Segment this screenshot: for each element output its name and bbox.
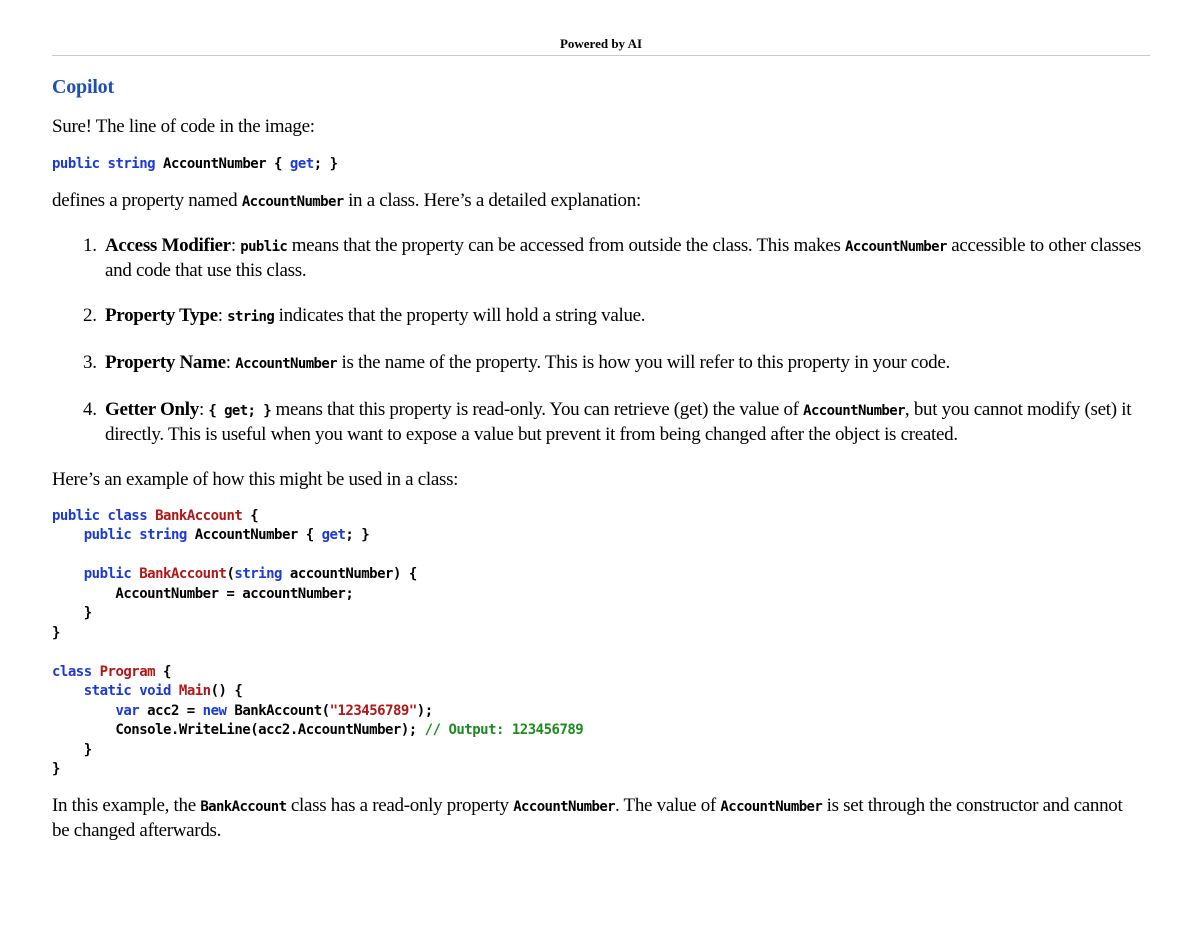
outro-text [52, 794, 1142, 842]
powered-by-header: Powered by AI [52, 36, 1150, 56]
list-number: 4. [83, 398, 97, 420]
example-intro: Here’s an example of how this might be used in a class: [52, 468, 459, 490]
code-token: accountNumber) { [281, 566, 417, 582]
code-token: public [52, 507, 100, 524]
text-span: In this example, the [52, 794, 196, 816]
code-token: BankAccount [234, 702, 322, 719]
text-span: is the name of the property. This is how you will refer to this property in your code. [341, 351, 950, 373]
text-span: , but you cannot modify (set) it directly. This is useful when you want to expose a value but prevent it from being changed after the object is created. [105, 398, 1132, 445]
text-span: accessible to other classes and code that use this class. [105, 234, 1141, 281]
intro-text: Sure! The line of code in the image: [52, 116, 315, 137]
code-token: static [83, 683, 132, 699]
list-number: 1. [83, 234, 97, 256]
code-token: get [289, 156, 314, 172]
definition-text [52, 189, 1142, 214]
code-line [52, 155, 1142, 175]
code-token: public [83, 566, 132, 582]
inline-code: AccountNumber [241, 193, 344, 210]
list-item: 2. Property Type: string indicates that the property will hold a string value. [83, 304, 646, 326]
code-token: AccountNumber = accountNumber; [52, 585, 354, 602]
code-token: string [139, 527, 187, 543]
inline-code: AccountNumber [803, 402, 905, 419]
code-token: acc2 = [139, 702, 203, 719]
code-token: Program [99, 663, 156, 680]
code-comment: // Output: 123456789 [424, 722, 584, 738]
code-token: Console.WriteLine(acc2.AccountNumber); [52, 722, 425, 738]
code-token: string [234, 566, 282, 582]
inline-code: BankAccount [200, 798, 287, 815]
code-token: Main [178, 683, 211, 699]
text-span: means that this property is read-only. You can retrieve (get) the value of [275, 398, 799, 420]
code-token: () { [210, 683, 243, 699]
inline-code: public [240, 238, 288, 255]
code-token: } [52, 761, 60, 777]
code-token: { [155, 663, 171, 680]
code-token: { [274, 156, 282, 172]
list-label: Property Name [105, 351, 226, 373]
code-token: } [52, 624, 60, 641]
text-span: indicates that the property will hold a string value. [278, 304, 646, 326]
inline-code: { get; } [208, 402, 272, 419]
inline-code: AccountNumber [235, 355, 338, 372]
text-span: defines a property named [52, 189, 238, 211]
code-token: BankAccount [155, 507, 243, 524]
list-label: Getter Only [105, 398, 199, 420]
code-token: get [321, 527, 346, 543]
code-token: string [107, 156, 156, 172]
code-block [52, 507, 1142, 780]
code-token: public [83, 527, 132, 543]
text-span: is set through the constructor and cannot be changed afterwards. [52, 794, 1123, 841]
code-token: class [52, 663, 92, 680]
code-token: "123456789" [329, 702, 417, 719]
code-token: ); [416, 702, 433, 719]
code-token: } [83, 741, 92, 758]
list-label: Property Type [105, 304, 218, 326]
code-token: var [115, 702, 140, 719]
inline-code: AccountNumber [513, 798, 615, 815]
code-token: ; } [313, 156, 338, 172]
list-label: Access Modifier [105, 234, 231, 256]
code-token: AccountNumber [163, 156, 267, 172]
code-token: ( [226, 566, 235, 582]
inline-code: AccountNumber [845, 238, 947, 255]
text-span: means that the property can be accessed from outside the class. This makes [291, 234, 841, 256]
list-item: 1. Access Modifier: public means that the property can be accessed from outside the class. This makes AccountNumber accessible to other classes and code that use this class. [83, 234, 1141, 281]
code-token: ; } [345, 527, 370, 543]
code-token: public [52, 156, 100, 172]
text-span: in a class. Here’s a detailed explanation: [348, 189, 641, 211]
list-number: 3. [83, 351, 97, 373]
code-token: BankAccount [139, 566, 227, 582]
list-item: 4. Getter Only: { get; } means that this property is read-only. You can retrieve (get) the value of AccountNumber, but you cannot modify (set) it directly. This is useful when you want to expose a value but prevent it from being changed after the object is created. [83, 398, 1132, 445]
list-item: 3. Property Name: AccountNumber is the name of the property. This is how you will refer to this property in your code. [83, 351, 950, 373]
inline-code: string [227, 308, 275, 325]
text-span: class has a read-only property [290, 794, 509, 816]
code-token: { [242, 507, 259, 524]
code-token: void [139, 683, 171, 699]
code-token: ( [321, 702, 330, 719]
text-span: . The value of [614, 794, 716, 816]
list-number: 2. [83, 304, 97, 326]
code-token: class [107, 507, 148, 524]
explanation-list [52, 234, 1142, 446]
code-token: } [83, 605, 92, 621]
code-token: new [202, 702, 227, 719]
inline-code: AccountNumber [720, 798, 823, 815]
response-content [52, 76, 1142, 842]
response-title: Copilot [52, 76, 114, 98]
code-token: AccountNumber { [186, 527, 322, 543]
